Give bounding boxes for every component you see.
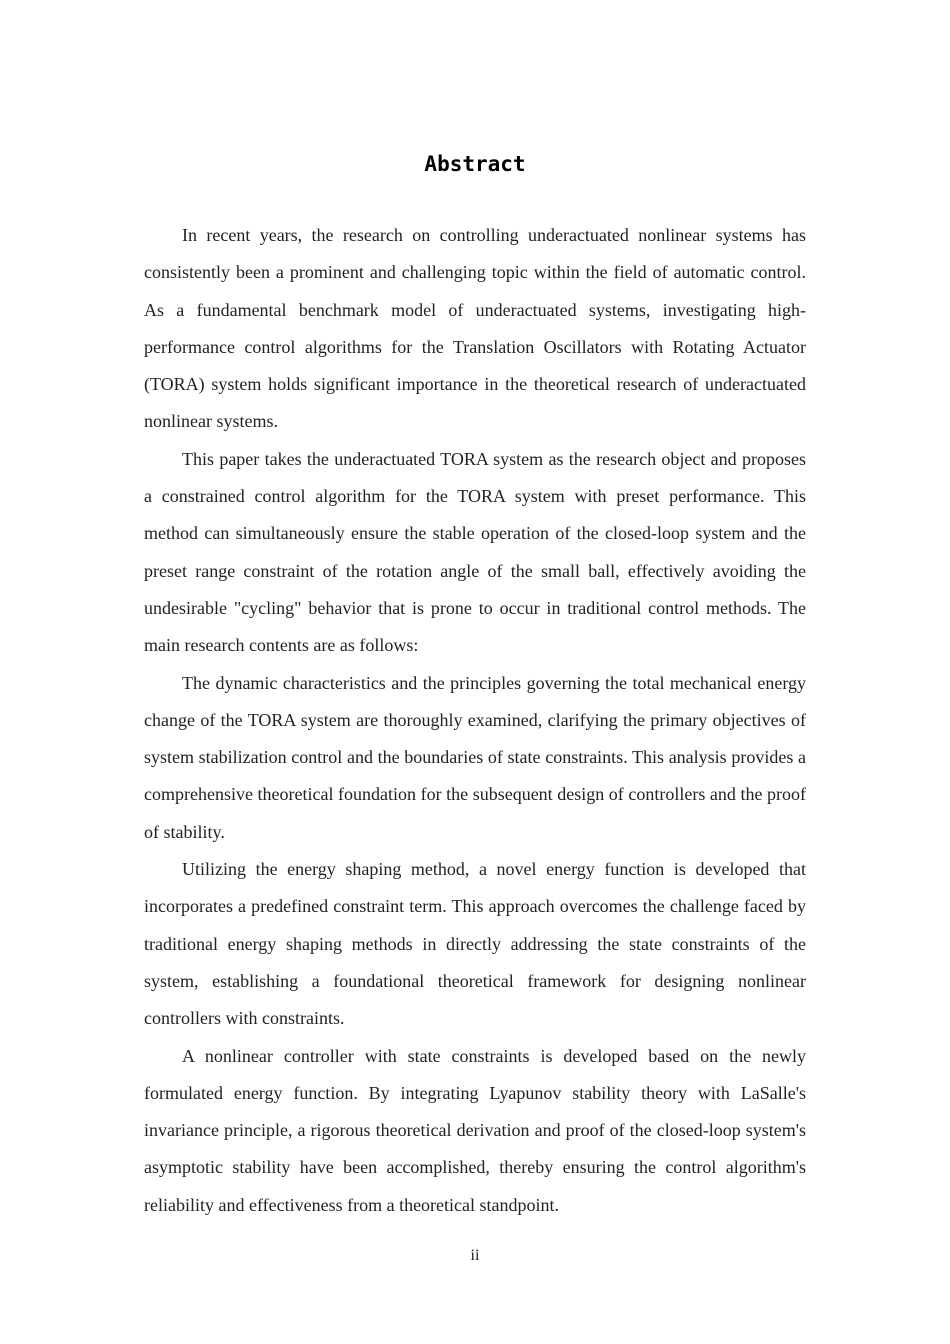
paragraph-3: The dynamic characteristics and the principles governing the total mechanical energy change of the TORA system are thoroughly examined, clarifying the primary objectives of system stabilization control and the boundaries of state constraints. This analysis provides a comprehensive theoretical foundation for the subsequent design of controllers and the proof of stability.	[144, 672, 806, 842]
paragraph-5: A nonlinear controller with state constraints is developed based on the newly formulated energy function. By integrating Lyapunov stability theory with LaSalle's invariance principle, a rigorous theoretical derivation and proof of the closed-loop system's asymptotic stability have been accomplished, thereby ensuring the control algorithm's reliability and effectiveness from a theoretical standpoint.	[144, 1045, 806, 1215]
paragraph-4: Utilizing the energy shaping method, a novel energy function is developed that incorporates a predefined constraint term. This approach overcomes the challenge faced by traditional energy shaping methods in directly addressing the state constraints of the system, establishing a foundational theoretical framework for designing nonlinear controllers with constraints.	[144, 859, 806, 1029]
abstract-body	[144, 217, 806, 1224]
page-number: ii	[470, 1247, 480, 1264]
paragraph-2: This paper takes the underactuated TORA system as the research object and proposes a constrained control algorithm for the TORA system with preset performance. This method can simultaneously ensure the stable operation of the closed-loop system and the preset range constraint of the rotation angle of the small ball, effectively avoiding the undesirable "cycling" behavior that is prone to occur in traditional control methods. The main research contents are as follows:	[144, 448, 806, 656]
abstract-title: Abstract	[424, 152, 526, 176]
paragraph-1: In recent years, the research on controlling underactuated nonlinear systems has consistently been a prominent and challenging topic within the field of automatic control. As a fundamental benchmark model of underactuated systems, investigating high-performance control algorithms for the Translation Oscillators with Rotating Actuator (TORA) system holds significant importance in the theoretical research of underactuated nonlinear systems.	[144, 225, 806, 432]
